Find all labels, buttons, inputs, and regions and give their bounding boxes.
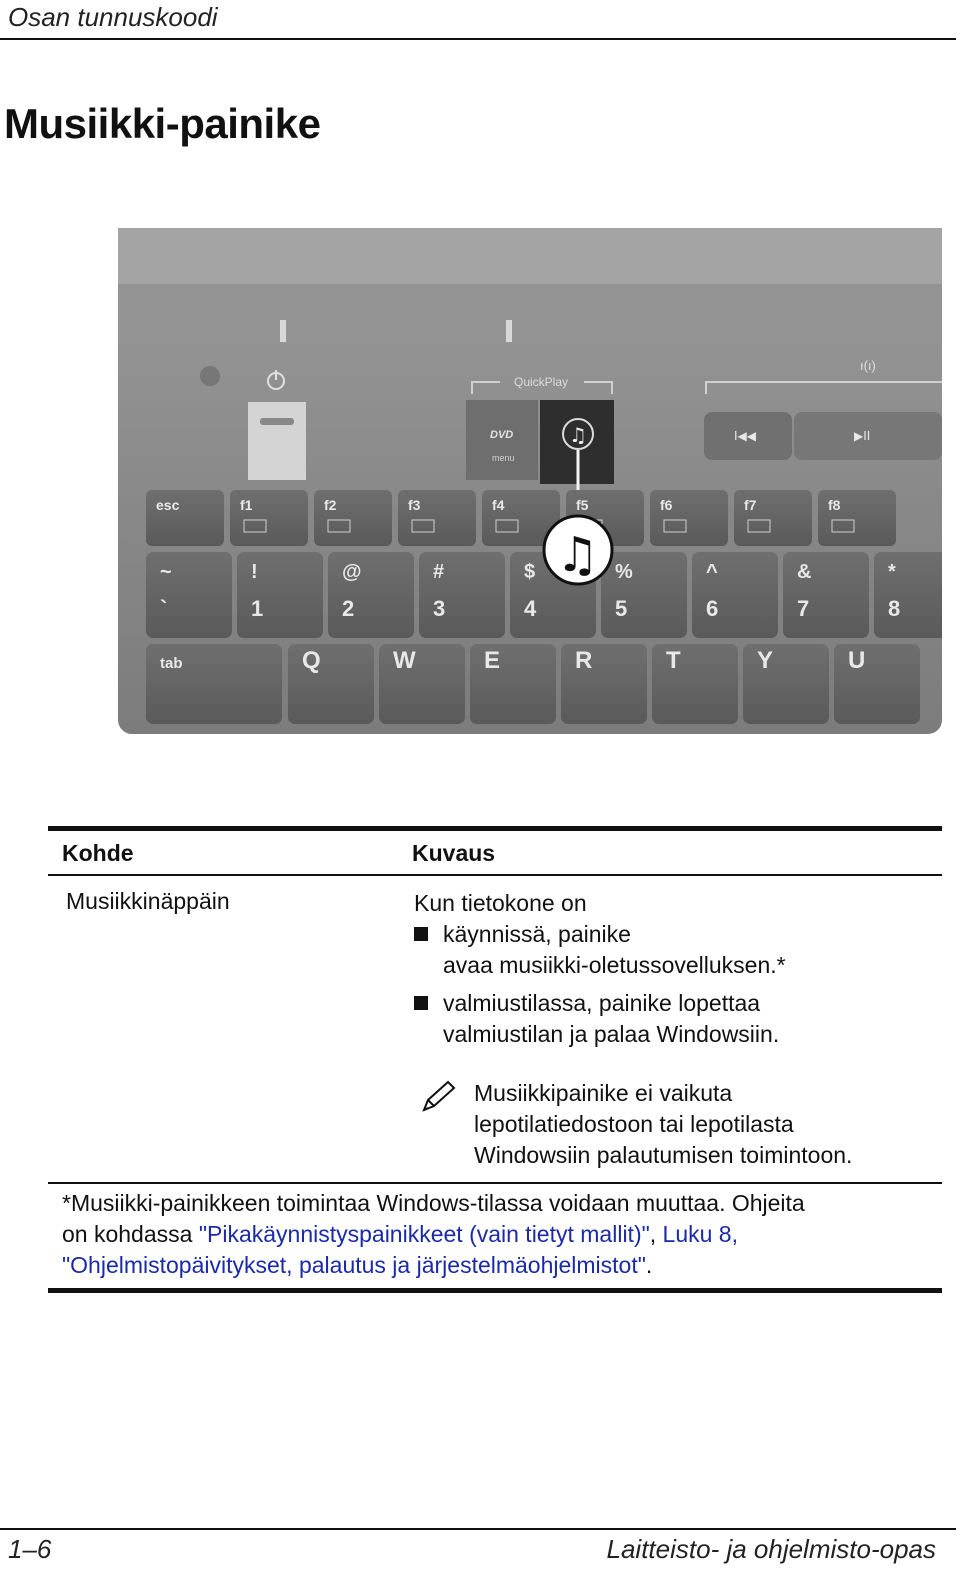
function-key bbox=[314, 490, 392, 546]
note-line-1: Musiikkipainike ei vaikuta bbox=[474, 1080, 733, 1106]
function-key bbox=[818, 490, 896, 546]
item-cell: Musiikkinäppäin bbox=[66, 888, 230, 914]
number-key bbox=[874, 552, 942, 638]
music-note-icon bbox=[544, 516, 612, 584]
bullet-marker bbox=[414, 996, 428, 1010]
note-text bbox=[474, 1078, 852, 1171]
footer-rule bbox=[0, 1528, 956, 1530]
svg-text:f5: f5 bbox=[576, 497, 589, 513]
svg-text:6: 6 bbox=[706, 596, 719, 621]
svg-text:4: 4 bbox=[524, 596, 537, 621]
letter-key bbox=[834, 644, 920, 724]
function-key bbox=[146, 490, 224, 546]
column-header-description: Kuvaus bbox=[412, 840, 496, 866]
number-key bbox=[328, 552, 414, 638]
table-bottom-rule bbox=[48, 1288, 942, 1293]
bullet-2-line-1: valmiustilassa, painike lopettaa bbox=[443, 990, 761, 1016]
pencil-note-icon bbox=[418, 1078, 458, 1123]
number-key bbox=[237, 552, 323, 638]
svg-text:U: U bbox=[848, 647, 866, 674]
svg-text:~: ~ bbox=[160, 561, 172, 583]
footnote-line-2 bbox=[62, 1219, 932, 1250]
svg-text:f8: f8 bbox=[828, 497, 841, 513]
header-row-rule bbox=[48, 874, 942, 876]
svg-text:W: W bbox=[393, 647, 416, 674]
function-key bbox=[734, 490, 812, 546]
letter-key bbox=[379, 644, 465, 724]
svg-text:▶II: ▶II bbox=[854, 429, 871, 443]
footnote bbox=[62, 1188, 932, 1281]
svg-text:3: 3 bbox=[433, 596, 446, 621]
number-key bbox=[146, 552, 232, 638]
footnote-line-1: *Musiikki-painikkeen toimintaa Windows-tilassa voidaan muuttaa. Ohjeita bbox=[62, 1190, 805, 1216]
svg-text:tab: tab bbox=[160, 655, 183, 672]
letter-key bbox=[470, 644, 556, 724]
table-top-rule bbox=[48, 826, 942, 831]
svg-text:f4: f4 bbox=[492, 497, 505, 513]
svg-text:Q: Q bbox=[302, 647, 321, 674]
header-rule bbox=[0, 38, 956, 40]
letter-key bbox=[561, 644, 647, 724]
svg-text:f3: f3 bbox=[408, 497, 421, 513]
bullet-2-line-2: valmiustilan ja palaa Windowsiin. bbox=[443, 1021, 780, 1047]
svg-text:esc: esc bbox=[156, 497, 180, 513]
footnote-text: on kohdassa bbox=[62, 1221, 199, 1247]
bullet-1-line-2: avaa musiikki-oletussovelluksen.* bbox=[443, 952, 786, 978]
column-header-item: Kohde bbox=[62, 840, 134, 866]
svg-text:%: % bbox=[615, 561, 633, 583]
description-intro: Kun tietokone on bbox=[414, 890, 587, 916]
svg-text:f6: f6 bbox=[660, 497, 673, 513]
svg-text:I◀◀: I◀◀ bbox=[734, 429, 756, 443]
svg-text:f2: f2 bbox=[324, 497, 337, 513]
svg-text:^: ^ bbox=[706, 561, 718, 583]
letter-key-row bbox=[146, 644, 920, 724]
svg-text:menu: menu bbox=[492, 453, 515, 463]
page-number: 1–6 bbox=[8, 1534, 52, 1564]
svg-text:$: $ bbox=[524, 561, 536, 583]
number-key bbox=[783, 552, 869, 638]
note-line-3: Windowsiin palautumisen toimintoon. bbox=[474, 1142, 853, 1168]
svg-text:QuickPlay: QuickPlay bbox=[514, 375, 569, 389]
function-key bbox=[230, 490, 308, 546]
note-line-2: lepotilatiedostoon tai lepotilasta bbox=[474, 1111, 794, 1137]
quicklaunch-link[interactable]: "Pikakäynnistyspainikkeet (vain tietyt mallit)" bbox=[198, 1221, 650, 1247]
svg-text:f7: f7 bbox=[744, 497, 757, 513]
svg-text:Y: Y bbox=[757, 647, 774, 674]
number-key bbox=[692, 552, 778, 638]
footnote-end: . bbox=[645, 1252, 653, 1278]
svg-text:`: ` bbox=[160, 596, 168, 621]
running-header: Osan tunnuskoodi bbox=[8, 2, 218, 32]
svg-text:1: 1 bbox=[251, 596, 264, 621]
svg-text:R: R bbox=[575, 647, 593, 674]
letter-key bbox=[288, 644, 374, 724]
svg-text:#: # bbox=[433, 561, 445, 583]
svg-text:8: 8 bbox=[888, 596, 901, 621]
footnote-line-3 bbox=[62, 1250, 932, 1281]
bullet-marker bbox=[414, 927, 428, 941]
function-key bbox=[398, 490, 476, 546]
svg-text:♫: ♫ bbox=[569, 423, 587, 447]
page-title: Musiikki-painike bbox=[4, 100, 321, 147]
svg-text:!: ! bbox=[251, 561, 258, 583]
keyboard-photo bbox=[118, 228, 942, 734]
svg-text:&: & bbox=[797, 561, 812, 583]
note-rule bbox=[48, 1182, 942, 1184]
function-key bbox=[650, 490, 728, 546]
svg-text:T: T bbox=[666, 647, 681, 674]
letter-key bbox=[652, 644, 738, 724]
svg-text:*: * bbox=[888, 561, 896, 583]
svg-text:5: 5 bbox=[615, 596, 628, 621]
number-key-row bbox=[146, 552, 942, 638]
book-title: Laitteisto- ja ohjelmisto-opas bbox=[606, 1534, 936, 1564]
bullet-1-line-1: käynnissä, painike bbox=[443, 921, 631, 947]
number-key bbox=[601, 552, 687, 638]
svg-text:ı(ı): ı(ı) bbox=[860, 358, 876, 373]
svg-text:2: 2 bbox=[342, 596, 355, 621]
footnote-separator: , bbox=[649, 1221, 663, 1247]
wireless-icon bbox=[860, 358, 876, 373]
letter-key bbox=[146, 644, 282, 724]
software-updates-link[interactable]: "Ohjelmistopäivitykset, palautus ja järjestelmäohjelmistot" bbox=[62, 1252, 646, 1278]
svg-text:♫: ♫ bbox=[556, 527, 600, 583]
svg-text:7: 7 bbox=[797, 596, 810, 621]
chapter-8-link[interactable]: Luku 8, bbox=[662, 1221, 738, 1247]
function-key-row bbox=[146, 490, 896, 546]
svg-text:DVD: DVD bbox=[490, 429, 514, 441]
svg-text:f1: f1 bbox=[240, 497, 253, 513]
svg-text:E: E bbox=[484, 647, 501, 674]
number-key bbox=[419, 552, 505, 638]
svg-text:@: @ bbox=[342, 561, 362, 583]
letter-key bbox=[743, 644, 829, 724]
